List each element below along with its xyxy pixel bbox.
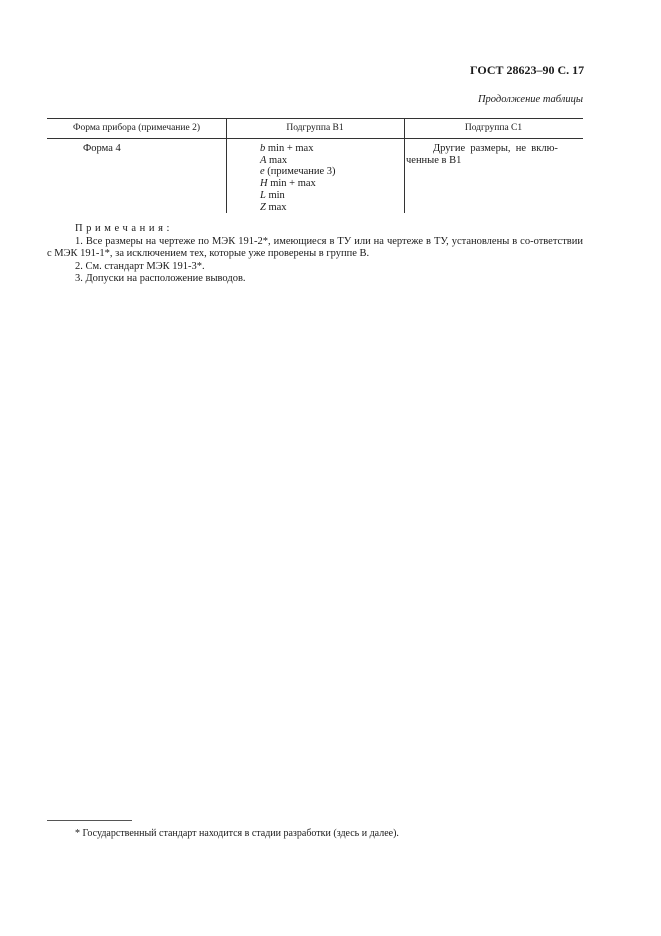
notes-title: Примечания:	[75, 223, 174, 234]
footnote: * Государственный стандарт находится в стадии разработки (здесь и далее).	[75, 828, 399, 839]
dimension-spec: min + max	[267, 178, 316, 190]
dimension-line	[260, 190, 336, 202]
column-header-c1: Подгруппа С1	[464, 123, 523, 133]
column-header-form: Форма прибора (примечание 2)	[73, 123, 200, 133]
dimension-line	[260, 143, 336, 155]
table-continuation-label: Продолжение таблицы	[477, 94, 583, 105]
dimension-spec: (примечание 3)	[264, 166, 336, 178]
dimension-symbol: Z	[260, 201, 266, 213]
table-header-rule	[47, 138, 583, 139]
dimension-symbol: L	[260, 189, 266, 201]
table-cell-c1	[406, 143, 581, 166]
dimension-line	[260, 178, 336, 190]
table-cell-b1	[260, 143, 336, 213]
dimension-symbol: H	[260, 178, 268, 190]
dimension-symbol: b	[260, 143, 266, 154]
note-item: 3. Допуски на расположение выводов.	[75, 273, 246, 284]
dimension-line	[260, 166, 336, 178]
table-cell-form: Форма 4	[83, 143, 121, 154]
dimension-spec: max	[265, 201, 287, 213]
dimension-spec: max	[266, 154, 288, 166]
dimension-line	[260, 155, 336, 167]
c1-text-line: Другие размеры, не вклю-	[433, 143, 558, 154]
footnote-separator	[47, 820, 132, 821]
c1-text-line: ченные в В1	[406, 154, 462, 166]
note-item: 2. См. стандарт МЭК 191-3*.	[75, 260, 205, 272]
dimension-symbol: e	[260, 166, 265, 178]
dimension-spec: min	[265, 189, 285, 201]
note-item: 1. Все размеры на чертеже по МЭК 191-2*, имеющиеся в ТУ или на чертеже в ТУ, установлены в со-ответствии с МЭК 191-1*, за исключением тех, которые уже проверены в группе В.	[47, 235, 583, 259]
dimension-line	[260, 202, 336, 214]
table-top-rule	[47, 118, 583, 119]
notes-section	[47, 223, 583, 286]
dimension-symbol: A	[260, 154, 267, 166]
column-header-b1: Подгруппа В1	[286, 123, 344, 133]
dimension-spec: min + max	[265, 143, 314, 154]
page-header-doc-ref: ГОСТ 28623–90 С. 17	[470, 63, 585, 77]
